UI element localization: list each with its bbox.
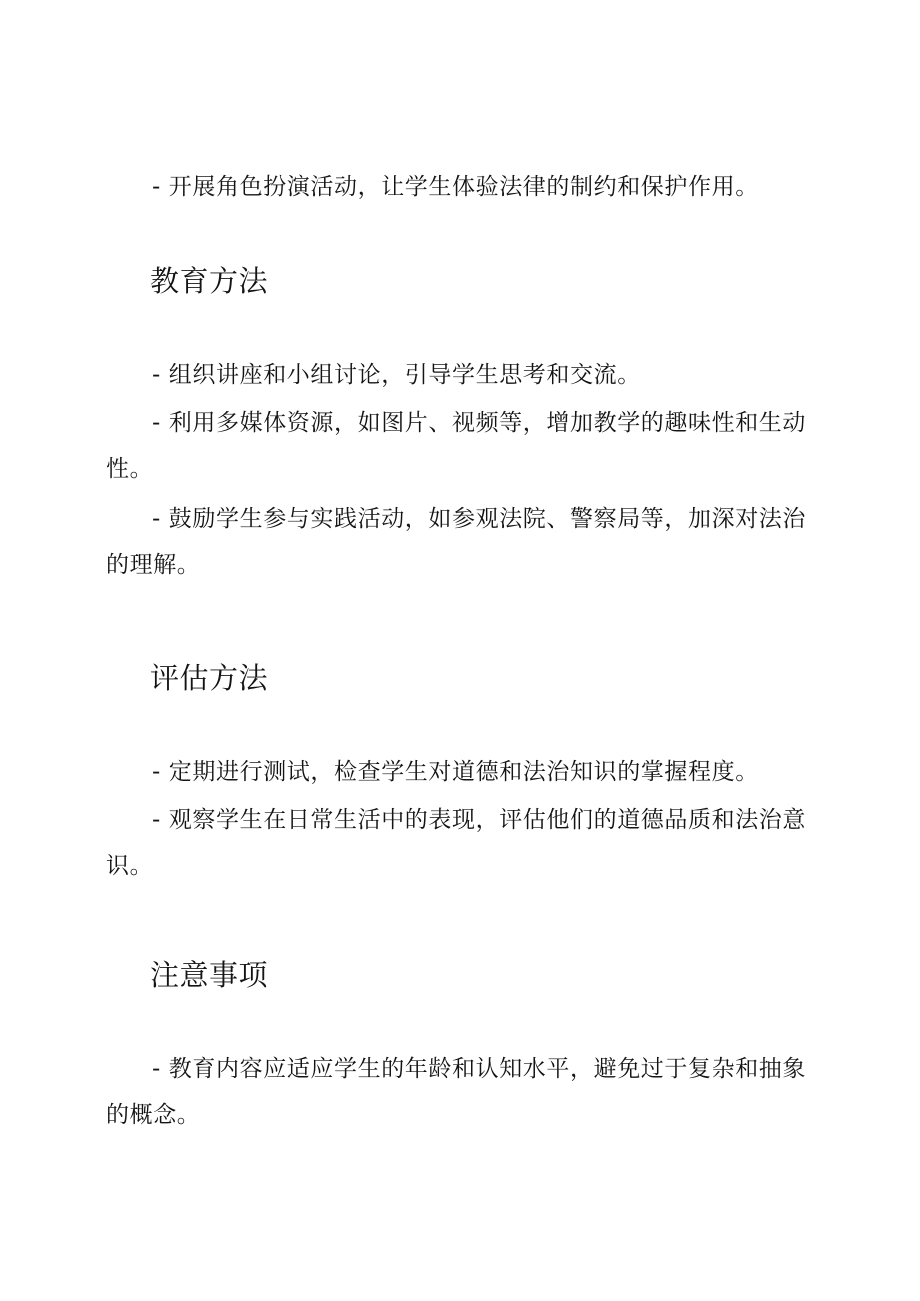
section-heading-assessment-methods: 评估方法 xyxy=(150,661,269,695)
intro-item: - 开展角色扮演活动，让学生体验法律的制约和保护作用。 xyxy=(152,174,759,200)
teaching-method-item: - 利用多媒体资源，如图片、视频等，增加教学的趣味性和生动性。 xyxy=(106,410,807,482)
teaching-method-item: - 组织讲座和小组讨论，引导学生思考和交流。 xyxy=(152,362,641,388)
teaching-method-item: - 鼓励学生参与实践活动，如参观法院、警察局等，加深对法治的理解。 xyxy=(106,506,807,578)
section-heading-teaching-methods: 教育方法 xyxy=(150,264,269,298)
assessment-method-item: - 定期进行测试，检查学生对道德和法治知识的掌握程度。 xyxy=(152,759,759,785)
notes-item: - 教育内容应适应学生的年龄和认知水平，避免过于复杂和抽象的概念。 xyxy=(106,1056,807,1128)
section-heading-notes: 注意事项 xyxy=(150,958,269,992)
assessment-method-item: - 观察学生在日常生活中的表现，评估他们的道德品质和法治意识。 xyxy=(106,807,807,879)
